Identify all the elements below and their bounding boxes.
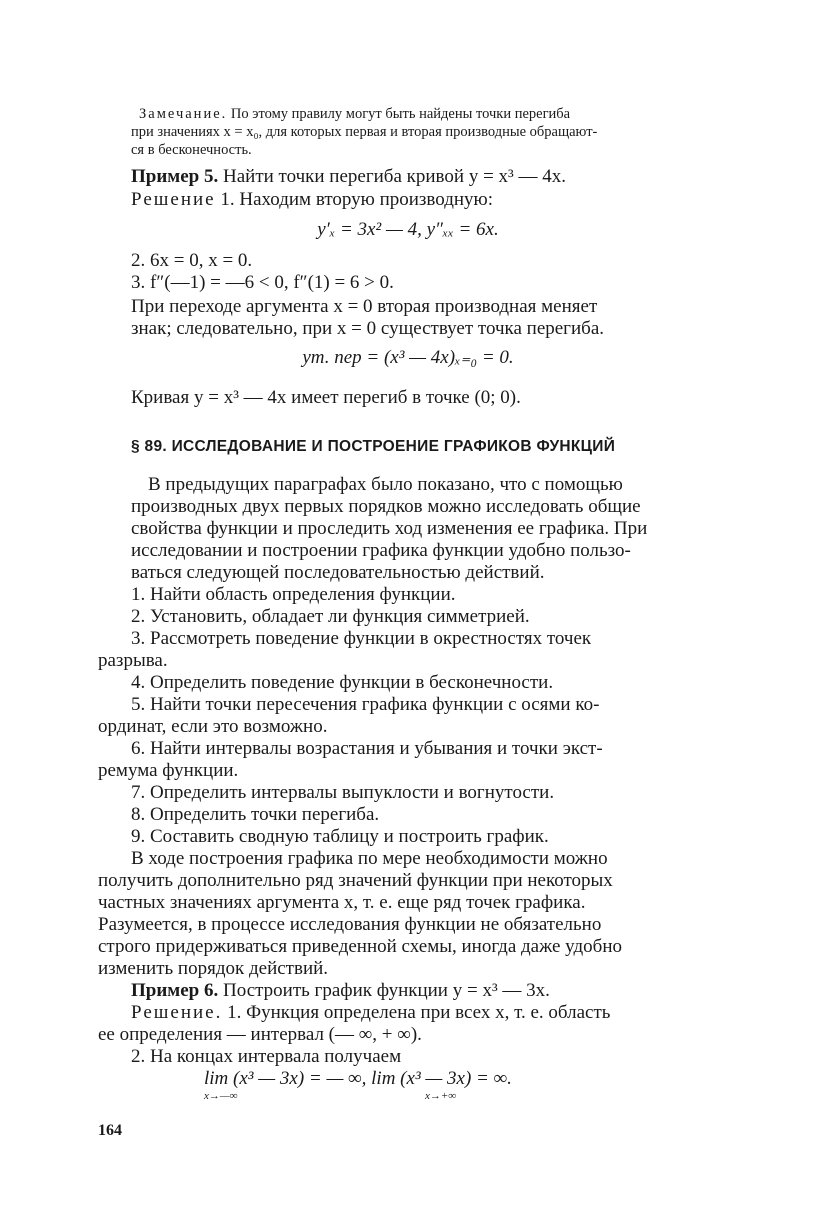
example6-solution xyxy=(131,1002,610,1024)
step-item: 1. Найти область определения функции. xyxy=(131,584,456,605)
intro-line: свойства функции и проследить ход изменения ее графика. При xyxy=(131,518,648,539)
example5-task-text: Найти точки перегиба кривой y = x³ — 4x. xyxy=(223,166,566,187)
example5-solution-label: Решение xyxy=(131,189,216,210)
example6-solution-line-2: ее определения — интервал (— ∞, + ∞). xyxy=(98,1024,422,1045)
example6-solution-text: 1. Функция определена при всех x, т. е. область xyxy=(227,1002,611,1023)
step-item: 6. Найти интервалы возрастания и убывания и точки экст- xyxy=(131,738,603,759)
remark-line-3: ся в бесконечность. xyxy=(131,142,252,158)
example5-label: Пример 5. xyxy=(131,166,219,187)
para2-line: Разумеется, в процессе исследования функции не обязательно xyxy=(98,914,602,935)
remark-label: Замечание. xyxy=(139,106,228,122)
example5-solution-text: 1. Находим вторую производную: xyxy=(220,189,494,210)
para2-line: частных значениях аргумента x, т. е. еще ряд точек графика. xyxy=(98,892,586,913)
step-item: 3. Рассмотреть поведение функции в окрестностях точек xyxy=(131,628,592,649)
para2-line: строго придерживаться приведенной схемы, иногда даже удобно xyxy=(98,936,622,957)
step-item: разрыва. xyxy=(98,650,168,671)
intro-line: ваться следующей последовательностью действий. xyxy=(131,562,545,583)
step-item: 5. Найти точки пересечения графика функции с осями ко- xyxy=(131,694,600,715)
step-item: 4. Определить поведение функции в бесконечности. xyxy=(131,672,554,693)
example6-solution-label: Решение. xyxy=(131,1002,223,1023)
remark-line-2: при значениях x = x₀, для которых первая и вторая производные обращают- xyxy=(131,124,598,140)
para2-line: В ходе построения графика по мере необходимости можно xyxy=(131,848,608,869)
example5-conclusion: Кривая y = x³ — 4x имеет перегиб в точке (0; 0). xyxy=(131,387,521,408)
example6-step-2: 2. На концах интервала получаем xyxy=(131,1046,402,1067)
example6-task-text: Построить график функции y = x³ — 3x. xyxy=(223,980,550,1001)
step-item: 9. Составить сводную таблицу и построить график. xyxy=(131,826,549,847)
limit-2-subscript: x→+∞ xyxy=(425,1090,457,1102)
example5-para-line-2: знак; следовательно, при x = 0 существует точка перегиба. xyxy=(131,318,604,339)
step-item: 8. Определить точки перегиба. xyxy=(131,804,380,825)
para2-line: получить дополнительно ряд значений функции при некоторых xyxy=(98,870,613,891)
section-heading: § 89. ИССЛЕДОВАНИЕ И ПОСТРОЕНИЕ ГРАФИКОВ ФУНКЦИЙ xyxy=(131,438,616,455)
example6-task xyxy=(131,980,550,1002)
page-number: 164 xyxy=(98,1122,122,1139)
example5-para-line-1: При переходе аргумента x = 0 вторая производная меняет xyxy=(131,296,598,317)
example5-step-3: 3. f″(—1) = —6 < 0, f″(1) = 6 > 0. xyxy=(131,272,394,293)
example5-step-2: 2. 6x = 0, x = 0. xyxy=(131,250,253,271)
intro-line: В предыдущих параграфах было показано, что с помощью xyxy=(148,474,623,495)
intro-line: исследовании и построении графика функции удобно пользо- xyxy=(131,540,631,561)
remark-line-1 xyxy=(139,106,570,123)
para2-line: изменить порядок действий. xyxy=(98,958,329,979)
remark-text-1: По этому правилу могут быть найдены точки перегиба xyxy=(230,106,571,122)
intro-line: производных двух первых порядков можно исследовать общие xyxy=(131,496,641,517)
step-item: ремума функции. xyxy=(98,760,239,781)
example5-task xyxy=(131,166,566,188)
limits-equation: lim (x³ — 3x) = — ∞, lim (x³ — 3x) = ∞. xyxy=(204,1068,512,1089)
step-item: 7. Определить интервалы выпуклости и вогнутости. xyxy=(131,782,555,803)
derivatives-equation: y′ₓ = 3x² — 4, y″ₓₓ = 6x. xyxy=(317,219,499,240)
step-item: ординат, если это возможно. xyxy=(98,716,328,737)
step-item: 2. Установить, обладает ли функция симметрией. xyxy=(131,606,530,627)
example6-label: Пример 6. xyxy=(131,980,219,1001)
limit-1-subscript: x→—∞ xyxy=(204,1090,238,1102)
inflection-value-equation: yт. пер = (x³ — 4x)ₓ₌₀ = 0. xyxy=(302,347,514,368)
example5-solution xyxy=(131,189,493,211)
